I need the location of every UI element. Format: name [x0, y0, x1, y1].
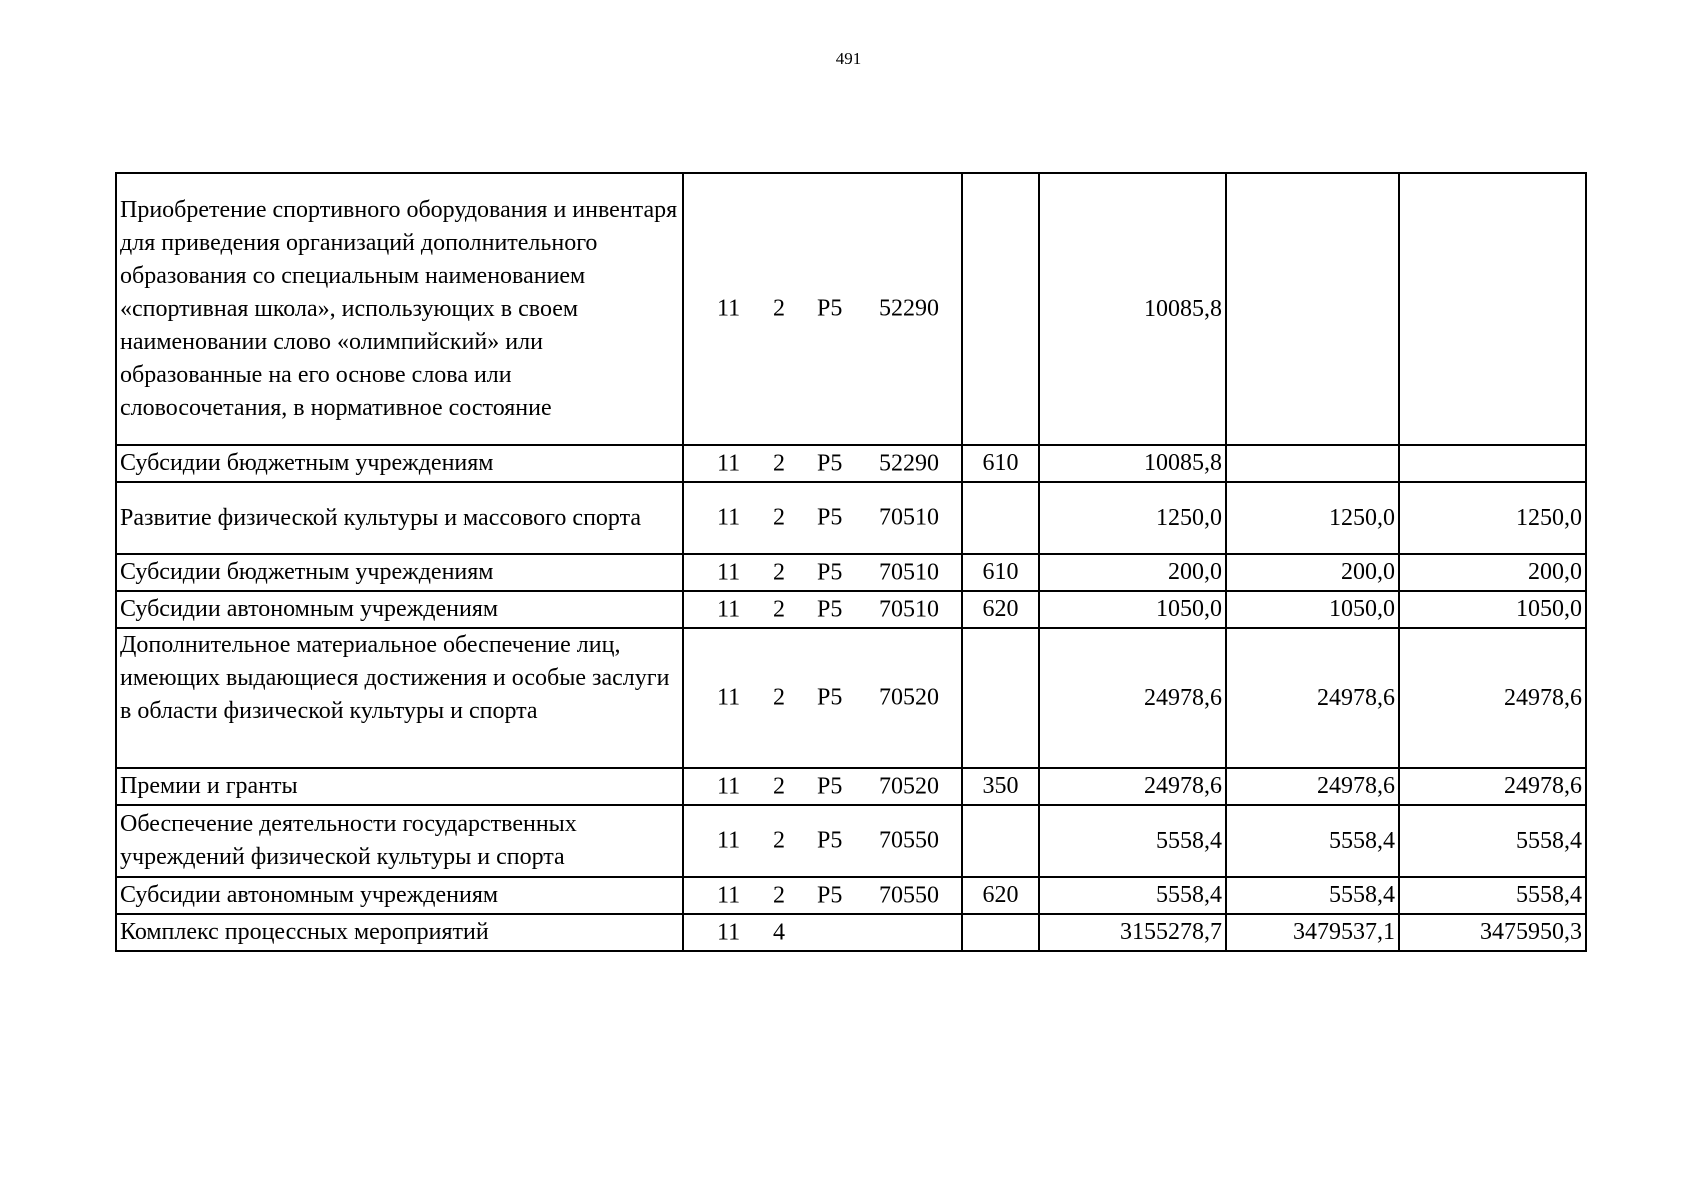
section-code: 11: [717, 596, 741, 622]
row-name-cell: Комплекс процессных мероприятий: [116, 914, 683, 951]
expense-type-cell: [962, 173, 1039, 445]
table-row: [116, 628, 1586, 768]
expense-type-cell: 620: [962, 877, 1039, 914]
direction-code: 70510: [879, 504, 939, 531]
row-name-cell: Субсидии автономным учреждениям: [116, 591, 683, 628]
program-code: 2: [773, 684, 785, 711]
value-cell-year3: 1050,0: [1399, 591, 1586, 628]
program-code: 4: [773, 919, 785, 945]
section-code: 11: [717, 684, 741, 711]
value-cell-year2: 5558,4: [1226, 805, 1399, 877]
expense-type-cell: [962, 628, 1039, 768]
program-code: 2: [773, 504, 785, 531]
expense-type-cell: [962, 482, 1039, 554]
value-cell-year3: [1399, 173, 1586, 445]
table-row: [116, 914, 1586, 951]
row-name-cell: Субсидии автономным учреждениям: [116, 877, 683, 914]
table-row: [116, 173, 1586, 445]
section-code: 11: [717, 504, 741, 531]
section-code: 11: [717, 559, 741, 585]
row-name-text: Дополнительное материальное обеспечение лиц, имеющих выдающиеся достижения и особые заслуги в области физической культуры и спорта: [120, 632, 670, 724]
value-cell-year1: 10085,8: [1039, 173, 1226, 445]
value-cell-year3: 3475950,3: [1399, 914, 1586, 951]
section-code: 11: [717, 919, 741, 945]
direction-code: 70510: [879, 596, 939, 622]
section-code: 11: [717, 882, 741, 908]
row-name-cell: Премии и гранты: [116, 768, 683, 805]
row-name-cell: [116, 628, 683, 768]
value-cell-year1: 5558,4: [1039, 805, 1226, 877]
section-code: 11: [717, 773, 741, 799]
value-cell-year2: 1050,0: [1226, 591, 1399, 628]
project-code: Р5: [817, 596, 843, 622]
table-row: [116, 805, 1586, 877]
codes-cell: [683, 805, 962, 877]
expense-type-cell: [962, 805, 1039, 877]
codes-cell: [683, 445, 962, 482]
row-name-cell: Субсидии бюджетным учреждениям: [116, 554, 683, 591]
value-cell-year1: 24978,6: [1039, 628, 1226, 768]
codes-cell: [683, 591, 962, 628]
value-cell-year2: 200,0: [1226, 554, 1399, 591]
project-code: Р5: [817, 773, 843, 799]
program-code: 2: [773, 450, 785, 476]
table-row: [116, 768, 1586, 805]
program-code: 2: [773, 882, 785, 908]
value-cell-year2: [1226, 445, 1399, 482]
value-cell-year2: 24978,6: [1226, 628, 1399, 768]
project-code: Р5: [817, 684, 843, 711]
expense-type-cell: 350: [962, 768, 1039, 805]
expense-type-cell: 620: [962, 591, 1039, 628]
row-name-cell: Приобретение спортивного оборудования и инвентаря для приведения организаций дополнительного образования со специальным наименованием «спортивная школа», использующих в своем наименовании слово «олимпийский» или образованные на его основе слова или словосочетания, в нормативное состояние: [116, 173, 683, 445]
value-cell-year2: 24978,6: [1226, 768, 1399, 805]
direction-code: 70550: [879, 882, 939, 908]
table-row: [116, 445, 1586, 482]
codes-cell: [683, 173, 962, 445]
expense-type-cell: [962, 914, 1039, 951]
direction-code: 70520: [879, 773, 939, 799]
program-code: 2: [773, 827, 785, 854]
project-code: Р5: [817, 295, 843, 322]
program-code: 2: [773, 559, 785, 585]
value-cell-year3: 1250,0: [1399, 482, 1586, 554]
section-code: 11: [717, 450, 741, 476]
row-name-cell: Субсидии бюджетным учреждениям: [116, 445, 683, 482]
expense-type-cell: 610: [962, 445, 1039, 482]
value-cell-year1: 200,0: [1039, 554, 1226, 591]
direction-code: 70510: [879, 559, 939, 585]
table-row: [116, 591, 1586, 628]
direction-code: 70550: [879, 827, 939, 854]
value-cell-year2: 1250,0: [1226, 482, 1399, 554]
section-code: 11: [717, 827, 741, 854]
value-cell-year1: 1050,0: [1039, 591, 1226, 628]
project-code: Р5: [817, 882, 843, 908]
value-cell-year1: 10085,8: [1039, 445, 1226, 482]
direction-code: 52290: [879, 295, 939, 322]
value-cell-year3: [1399, 445, 1586, 482]
value-cell-year3: 200,0: [1399, 554, 1586, 591]
row-name-cell: Обеспечение деятельности государственных учреждений физической культуры и спорта: [116, 805, 683, 877]
codes-cell: [683, 877, 962, 914]
table-row: [116, 877, 1586, 914]
codes-cell: [683, 628, 962, 768]
value-cell-year3: 5558,4: [1399, 805, 1586, 877]
row-name-cell: Развитие физической культуры и массового спорта: [116, 482, 683, 554]
value-cell-year2: 5558,4: [1226, 877, 1399, 914]
table-row: [116, 554, 1586, 591]
section-code: 11: [717, 295, 741, 322]
value-cell-year3: 24978,6: [1399, 768, 1586, 805]
project-code: Р5: [817, 559, 843, 585]
page-number: 491: [835, 49, 862, 68]
project-code: Р5: [817, 504, 843, 531]
budget-table: [115, 172, 1587, 952]
program-code: 2: [773, 596, 785, 622]
codes-cell: [683, 554, 962, 591]
codes-cell: [683, 482, 962, 554]
codes-cell: [683, 914, 962, 951]
program-code: 2: [773, 773, 785, 799]
project-code: Р5: [817, 827, 843, 854]
expense-type-cell: 610: [962, 554, 1039, 591]
value-cell-year2: [1226, 173, 1399, 445]
value-cell-year3: 24978,6: [1399, 628, 1586, 768]
value-cell-year2: 3479537,1: [1226, 914, 1399, 951]
direction-code: 52290: [879, 450, 939, 476]
value-cell-year1: 3155278,7: [1039, 914, 1226, 951]
direction-code: 70520: [879, 684, 939, 711]
value-cell-year1: 5558,4: [1039, 877, 1226, 914]
value-cell-year3: 5558,4: [1399, 877, 1586, 914]
program-code: 2: [773, 295, 785, 322]
codes-cell: [683, 768, 962, 805]
value-cell-year1: 1250,0: [1039, 482, 1226, 554]
value-cell-year1: 24978,6: [1039, 768, 1226, 805]
project-code: Р5: [817, 450, 843, 476]
table-row: [116, 482, 1586, 554]
